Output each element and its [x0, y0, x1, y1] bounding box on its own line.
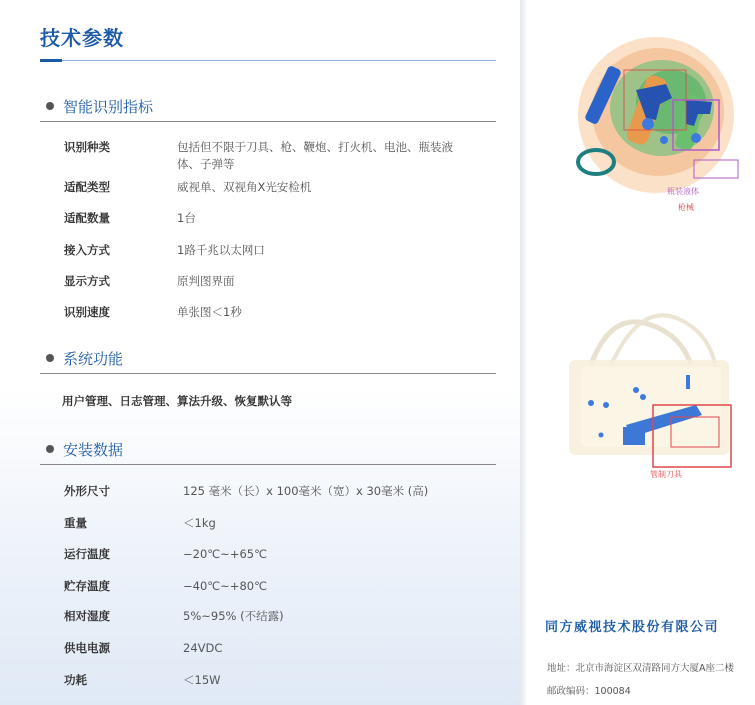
detect-label-bottle: 瓶装液体 [667, 187, 699, 196]
detect-label-knife: 管制刀具 [650, 470, 682, 479]
spec-row [64, 546, 267, 563]
company-address: 地址：北京市海淀区双清路同方大厦A座二楼 [547, 663, 734, 674]
spec-value: 原判图界面 [177, 274, 235, 288]
spec-key: 识别种类 [64, 140, 110, 154]
bullet-icon [46, 354, 54, 362]
spec-value: −40℃~+80℃ [183, 579, 268, 593]
section-rule [40, 464, 496, 465]
spec-key: 运行温度 [64, 547, 110, 561]
bullet-icon [46, 445, 54, 453]
spec-key: 相对湿度 [64, 609, 110, 623]
xray-handbag-image [561, 305, 741, 475]
spec-key: 重量 [64, 516, 87, 530]
spec-key: 显示方式 [64, 274, 110, 288]
section-title: 系统功能 [63, 349, 124, 368]
spec-key: 适配数量 [64, 211, 110, 225]
spec-key: 供电电源 [64, 641, 110, 655]
page-title: 技术参数 [40, 26, 124, 50]
image-column [526, 0, 755, 705]
spec-value: 5%~95% (不结露) [183, 609, 284, 623]
spec-row [64, 210, 196, 227]
company-name: 同方威视技术股份有限公司 [545, 620, 720, 635]
spec-key: 接入方式 [64, 243, 110, 257]
spec-row [64, 242, 265, 259]
spec-row [64, 515, 216, 532]
spec-key: 适配类型 [64, 180, 110, 194]
spec-value: 威视单、双视角X光安检机 [177, 180, 312, 194]
spec-row [64, 578, 267, 595]
spec-value: 24VDC [183, 641, 223, 655]
spec-value: −20℃~+65℃ [183, 547, 268, 561]
spec-row [64, 608, 284, 625]
spec-value-line: 包括但不限于刀具、枪、鞭炮、打火机、电池、瓶装液 [177, 140, 453, 154]
section-title: 智能识别指标 [63, 97, 154, 116]
section-heading-recognition [46, 96, 153, 116]
section-rule [40, 121, 496, 122]
spec-row [64, 672, 221, 689]
xray-backpack-image [576, 20, 746, 195]
spec-value: 单张图＜1秒 [177, 305, 242, 319]
company-postcode: 邮政编码：100084 [547, 686, 631, 697]
spec-value: ＜1kg [183, 516, 216, 530]
spec-row [64, 304, 242, 321]
spec-value: 1路千兆以太网口 [177, 243, 265, 257]
spec-key: 功耗 [64, 673, 87, 687]
spec-row [64, 139, 453, 173]
section-title: 安装数据 [63, 440, 124, 459]
section-heading-functions [46, 348, 123, 368]
spec-key: 识别速度 [64, 305, 110, 319]
spec-value-line: 体、子弹等 [177, 157, 235, 171]
bullet-icon [46, 102, 54, 110]
spec-value [177, 139, 453, 173]
functions-text: 用户管理、日志管理、算法升级、恢复默认等 [62, 394, 292, 408]
spec-row [64, 273, 235, 290]
spec-row [64, 640, 222, 657]
detect-label-gun: 枪械 [678, 203, 694, 212]
section-heading-install [46, 439, 123, 459]
spec-value: ＜15W [183, 673, 221, 687]
spec-row [64, 179, 311, 196]
spec-value: 1台 [177, 211, 196, 225]
spec-row [64, 483, 428, 500]
title-rule [40, 60, 496, 61]
spec-key: 贮存温度 [64, 579, 110, 593]
spec-key: 外形尺寸 [64, 484, 110, 498]
section-rule [40, 373, 496, 374]
title-rule-accent [40, 59, 62, 62]
spec-value: 125 毫米（长）x 100毫米（宽）x 30毫米 (高) [183, 484, 429, 498]
